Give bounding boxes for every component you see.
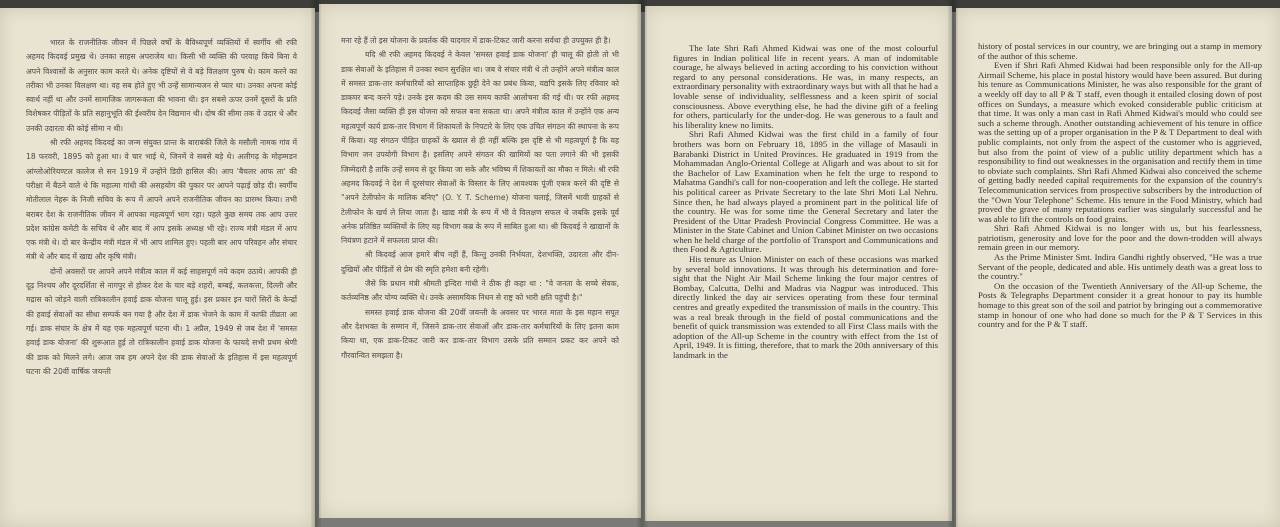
hindi-text-column-1 bbox=[26, 36, 297, 513]
english-paragraph: Shri Rafi Ahmed Kidwai is no longer with us, but his fearlessness, patriotism, generosity and love for the poor and the down-trodden will always remain green in our memory. bbox=[978, 223, 1262, 253]
hindi-paragraph: श्री किदवई आज हमारे बीच नहीं हैं, किन्तु उनकी निर्भयता, देशभक्ति, उदारता और दीन-दुखियों और पीड़ितों से प्रेम की स्मृति हमेशा बनी रहेगी। bbox=[341, 250, 619, 274]
hindi-panel-2 bbox=[319, 4, 641, 518]
hindi-panel-1 bbox=[0, 8, 315, 527]
english-text-column-2 bbox=[978, 42, 1262, 517]
hindi-paragraph: जैसे कि प्रधान मंत्री श्रीमती इन्दिरा गांधी ने ठीक ही कहा था : "वे जनता के सच्चे सेवक, कर्तव्यनिष्ठ और योग्य व्यक्ति थे। उनके असामयिक निधन से राष्ट्र को भारी क्षति पहुंची है।" bbox=[341, 279, 619, 303]
english-paragraph: The late Shri Rafi Ahmed Kidwai was one of the most colourful figures in Indian political life in recent years. A man of indomitable courage, he always believed in acting according to his conviction without regard to any personal considerations. He was, in many respects, an extraordinary personality with extraordinary ways but with all that he had a lovable sense of individuality, selflessness and a keen spirit of social consciousness. Above everything else, he had the divine gift of a feeling for others, particularly for the under-dog. He was generous to a fault and his liberality knew no limits. bbox=[673, 43, 938, 130]
english-paragraph: history of postal services in our country, we are bringing out a stamp in memory of the author of this scheme. bbox=[978, 41, 1262, 61]
fold-crease bbox=[637, 0, 647, 527]
fold-crease bbox=[948, 0, 958, 527]
hindi-paragraph: मना रहे हैं तो इस योजना के प्रवर्तक की यादगार में डाक-टिकट जारी करना सर्वथा ही उपयुक्त ही है। bbox=[341, 36, 611, 45]
hindi-text-column-2 bbox=[341, 34, 619, 504]
english-panel-2 bbox=[956, 8, 1280, 527]
hindi-paragraph: भारत के राजनीतिक जीवन में पिछले वर्षों के बैविध्यपूर्ण व्यक्तियों में स्वर्गीय श्री रफी अहमद किदवई प्रमुख थे। उनका साहस अपराजेय था। किसी भी व्यक्ति की परवाह किये बिना वे अपने विश्वासों के अनुसार काम करते थे। अनेक दृष्टियों से वे बड़े विलक्षण पुरुष थे। काम करने का तरीका भी उनका विलक्षण था। वह सब होते हुए भी उन्हें सामान्यजन से प्यार था। उनका अपना कोई स्वार्थ नहीं था और उनमें सामाजिक जागरूकता की भावना थी। इन सबसे ऊपर उनमें दूसरों के प्रति विशेषकर पीड़ितों के प्रति सहानुभूति की ईश्वरीय देन विद्यमान थी। दोष की सीमा तक वे उदार थे और उनकी उदारता की कोई सीमा न थी। bbox=[26, 38, 298, 133]
english-paragraph: As the Prime Minister Smt. Indira Gandhi rightly observed, "He was a true Servant of the people, dedicated and able. His untimely death was a great loss to the country." bbox=[978, 252, 1262, 282]
english-paragraph: On the occasion of the Twentieth Anniversary of the All-up Scheme, the Posts & Telegraphs Department consider it a great honour to pay its humble homage to this great son of the soil and patriot by bringing out a commemorative stamp in honour of one who had done so much for the P & T Services in this country and for the P & T staff. bbox=[978, 280, 1262, 330]
hindi-paragraph: यदि श्री रफी अहमद किदवई ने केवल 'समस्त हवाई डाक योजना' ही चालू की होती तो भी डाक सेवाओं के इतिहास में उनका स्थान सुरक्षित था। जब वे संचार मंत्री थे तो उन्होंने अपने मंत्रीत्व काल में समस्त डाक-तार कर्मचारियों को साप्ताहिक छुट्टी देने का प्रबंध किया, यद्यपि इसके लिए रविवार को डाकघर बन्द करने पड़े। उनके इस कदम की उस समय काफी आलोचना की गई थी। पर रफी अहमद किदवई जैसा व्यक्ति ही इस योजना को सफल बना सकता था। अपने मंत्रीत्व काल में उन्होंने एक अन्य महत्वपूर्ण कार्य डाक-तार विभाग में शिकायतों के निपटारे के लिए एक उचित संगठन की स्थापना के रूप में किया। यह संगठन पीड़ित ग्राहकों के ख्याल से ही नहीं बल्कि इस दृष्टि से भी महत्वपूर्ण है कि यह विभाग जन उपयोगी विभाग है। इसलिए अपने संगठन की खामियों का पता लगाने की भी इसकी जिम्मेदारी है ताकि उन्हें समय से दूर किया जा सके और भविष्य में शिकायतों का मौका न मिले। श्री रफी अहमद किदवई ने देश में दूरसंचार सेवाओं के विस्तार के लिए आवश्यक पूंजी एकत्र करने की दृष्टि से "अपने टेलीफोन के मालिक बनिए" (O. Y. T. Scheme) योजना चलाई, जिसमें भावी ग्राहकों से टेलीफोन के खर्च ले लिया जाता है। खाद्य मंत्री के रूप में भी वे विलक्षण सफल थे जबकि इसके पूर्व अनेक प्रतिष्ठित व्यक्तियों के लिए यह विभाग कब्र के रूप में साबित हुआ था। श्री किदवई ने खाद्यानों के नियंत्रण हटाने में सफलता प्राप्त की। bbox=[341, 50, 619, 246]
english-text-column-1 bbox=[673, 44, 938, 511]
hindi-paragraph: समस्त हवाई डाक योजना की 20वीं जयन्ती के अवसर पर भारत माता के इस महान सपूत और देशभक्त के सम्मान में, जिसने डाक-तार सेवाओं और डाक-तार कर्मचारियों के लिए इतना काम किया था, एक डाक-टिकट जारी कर डाक-तार विभाग उसके प्रति सम्मान प्रकट कर अपने को गौरवान्वित समझता है। bbox=[341, 307, 619, 360]
hindi-paragraph: दोनों अवसरों पर आपने अपने मंत्रीत्व काल में कई साहसपूर्ण नये कदम उठाये। आपकी ही दूढ़ निश्चय और दूरदर्शिता से नागपुर से होकर देश के चार बड़े शहरों, बम्बई, कलकत्ता, दिल्ली और मद्रास को जोड़ने वाली रात्रिकालीन हवाई डाक योजना चालू हुई। इस प्रकार इन चारों सिरों के केन्द्रों की हवाई सेवाओं का सीधा सम्पर्क बन गया है और देश में डाक भेजने के काम में काफी तीव्रता आ गई। डाक संचार के क्षेत्र में यह एक महत्वपूर्ण घटना थी। 1 अप्रैल, 1949 से जब देश में 'समस्त हवाई डाक योजना' की शुरूआत हुई तो रात्रिकालीन हवाई डाक योजना के फायदे सभी प्रथम श्रेणी की डाक को मिलने लगे। आज जब हम अपने देश की डाक सेवाओं के इतिहास में इस महत्वपूर्ण घटना की 20वीं वार्षिक जयन्ती bbox=[26, 266, 297, 376]
fold-crease bbox=[311, 0, 321, 527]
hindi-paragraph: श्री रफी अहमद किदवई का जन्म संयुक्त प्रान्त के बाराबंकी जिले के मसौली नामक गांव में 18 फरवरी, 1895 को हुआ था। वे चार भाई थे, जिनमें वे सबसे बड़े थे। अलीगढ़ के मोहम्मडन आंग्लोओरियण्टल कालेज से सन 1919 में उन्होंने डिग्री हासिल की। आप 'बैचलर आफ ला' की परीक्षा में बैठने वाले थे कि महात्मा गांधी की असहयोग की पुकार पर आपने पढ़ाई छोड़ दी। स्वर्गीय मोतीलाल नेहरू के निजी सचिव के रूप में आपने अपने राजनीतिक जीवन का प्रारम्भ किया। तभी बराबर देश के राजनीतिक जीवन में आपका महत्वपूर्ण भाग रहा। पहले कुछ समय तक आप उत्तर प्रदेश कांग्रेस कमेटी के सचिव थे और बाद में आप इसके अध्यक्ष भी रहे। राज्य मंत्री मंडल में आप एक मंत्री थे। दो बार केन्द्रीय मंत्री मंडल में भी आप शामिल हुए। पहली बार आप परिवहन और संचार मंत्री थे और बाद में खाद्य और कृषि मंत्री। bbox=[26, 138, 297, 262]
english-panel-1 bbox=[645, 6, 952, 521]
english-paragraph: Shri Rafi Ahmed Kidwai was the first child in a family of four brothers was born on February 18, 1895 in the village of Masauli in Barabanki District in United Provinces. He graduated in 1919 from the Mohammadan Anglo-Oriental College at Aligarh and was about to sit for the Bachelor of Law Examination when he felt the urge to respond to Mahatma Gandhi's call for non-cooperation and left the college. He started his political career as Private Secretary to the late Shri Moti Lal Nehru. Since then, he had always played a prominent part in the political life of the country. He was for some time the General Secretary and later the President of the Uttar Pradesh Provincial Congress Committee. He was a Minister in the State Cabinet and Union Cabinet Minister on two occasions when he held charge of the portfolio of Transport and Communications and then Food & Agriculture. bbox=[673, 129, 938, 255]
english-paragraph: Even if Shri Rafi Ahmed Kidwai had been responsible only for the All-up Airmail Scheme, his place in postal history would have been assured. But during his tenure as Communications Minister, he was also responsible for the grant of a weekly off day to all P & T staff, even though it entailed closing down of post offices on Sundays, a measure which evoked considerable public criticism at that time. It was only a man cast in Rafi Ahmed Kidwai's mould who could see such a scheme through. Another outstanding achievement of his tenure in office was the setting up of a proper organisation in the P & T Department to deal with public complaints, not only from the aspect of the customer who is aggrieved, but also from the point of view of a public utility department which has a responsibility to find out weaknesses in the organisation and rectify them in time to obviate such complaints. Shri Rafi Ahmed Kidwai also conceived the scheme of getting badly needed capital requirements for the expansion of the country's Telecommunication services from prospective subscribers by the introduction of the "Own Your Telephone" Scheme. His tenure in the Food Ministry, which had proved the grave of many reputations earlier was singularly successful and he was able to lift the controls on food grains. bbox=[978, 60, 1262, 224]
english-paragraph: His tenure as Union Minister on each of these occasions was marked by several bold innovations. It was through his determination and fore-sight that the Night Air Mail Scheme linking the four major centres of Bombay, Calcutta, Delhi and Madras via Nagpur was introduced. This directly linked the day air services operating from these four terminal centres and greatly expedited the transmission of mails in the country. This was a real break through in the field of postal communications and the benefit of quick transmission was extended to all First Class mails with the adoption of the All-up Scheme in the country with effect from the 1st of April, 1949. It is fitting, therefore, that to mark the 20th anniversary of this landmark in the bbox=[673, 254, 938, 360]
